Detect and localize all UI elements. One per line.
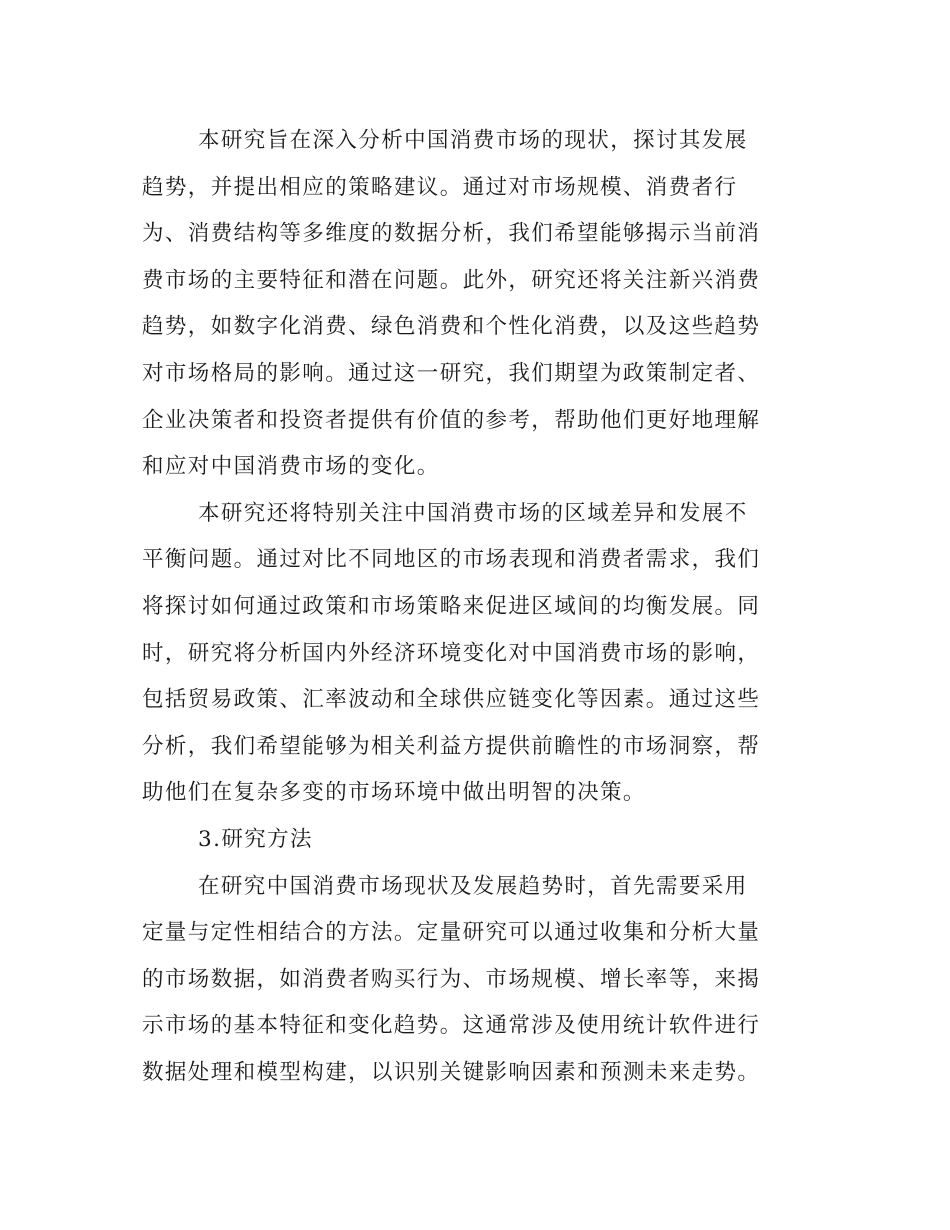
text-line: 助他们在复杂多变的市场环境中做出明智的决策。 xyxy=(142,780,646,806)
text-line: 平衡问题。通过对比不同地区的市场表现和消费者需求，我们 xyxy=(142,547,761,573)
section-heading: 3.研究方法 xyxy=(198,826,313,852)
paragraph-research-aim xyxy=(142,118,810,491)
text-line: 数据处理和模型构建，以识别关键影响因素和预测未来走势。 xyxy=(142,1059,761,1085)
text-line: 为、消费结构等多维度的数据分析，我们希望能够揭示当前消 xyxy=(142,221,761,247)
text-line: 趋势，如数字化消费、绿色消费和个性化消费，以及这些趋势 xyxy=(142,314,761,340)
text-line: 对市场格局的影响。通过这一研究，我们期望为政策制定者、 xyxy=(142,360,761,386)
text-line: 和应对中国消费市场的变化。 xyxy=(142,454,440,480)
text-line: 定量与定性相结合的方法。定量研究可以通过收集和分析大量 xyxy=(142,920,761,946)
text-line: 在研究中国消费市场现状及发展趋势时，首先需要采用 xyxy=(198,873,748,899)
paragraph-regional-focus xyxy=(142,491,810,817)
paragraph-methods xyxy=(142,864,810,1097)
text-line: 示市场的基本特征和变化趋势。这通常涉及使用统计软件进行 xyxy=(142,1013,761,1039)
text-line: 的市场数据，如消费者购买行为、市场规模、增长率等，来揭 xyxy=(142,966,761,992)
text-line: 时，研究将分析国内外经济环境变化对中国消费市场的影响， xyxy=(142,640,761,666)
document-page xyxy=(142,118,810,1096)
text-line: 本研究还将特别关注中国消费市场的区域差异和发展不 xyxy=(198,500,748,526)
text-line: 包括贸易政策、汇率波动和全球供应链变化等因素。通过这些 xyxy=(142,687,761,713)
text-line: 费市场的主要特征和潜在问题。此外，研究还将关注新兴消费 xyxy=(142,267,761,293)
text-line: 将探讨如何通过政策和市场策略来促进区域间的均衡发展。同 xyxy=(142,593,761,619)
text-line: 本研究旨在深入分析中国消费市场的现状，探讨其发展 xyxy=(198,128,748,153)
text-line: 分析，我们希望能够为相关利益方提供前瞻性的市场洞察，帮 xyxy=(142,733,761,759)
text-line: 趋势，并提出相应的策略建议。通过对市场规模、消费者行 xyxy=(142,174,738,200)
text-line: 企业决策者和投资者提供有价值的参考，帮助他们更好地理解 xyxy=(142,407,761,433)
